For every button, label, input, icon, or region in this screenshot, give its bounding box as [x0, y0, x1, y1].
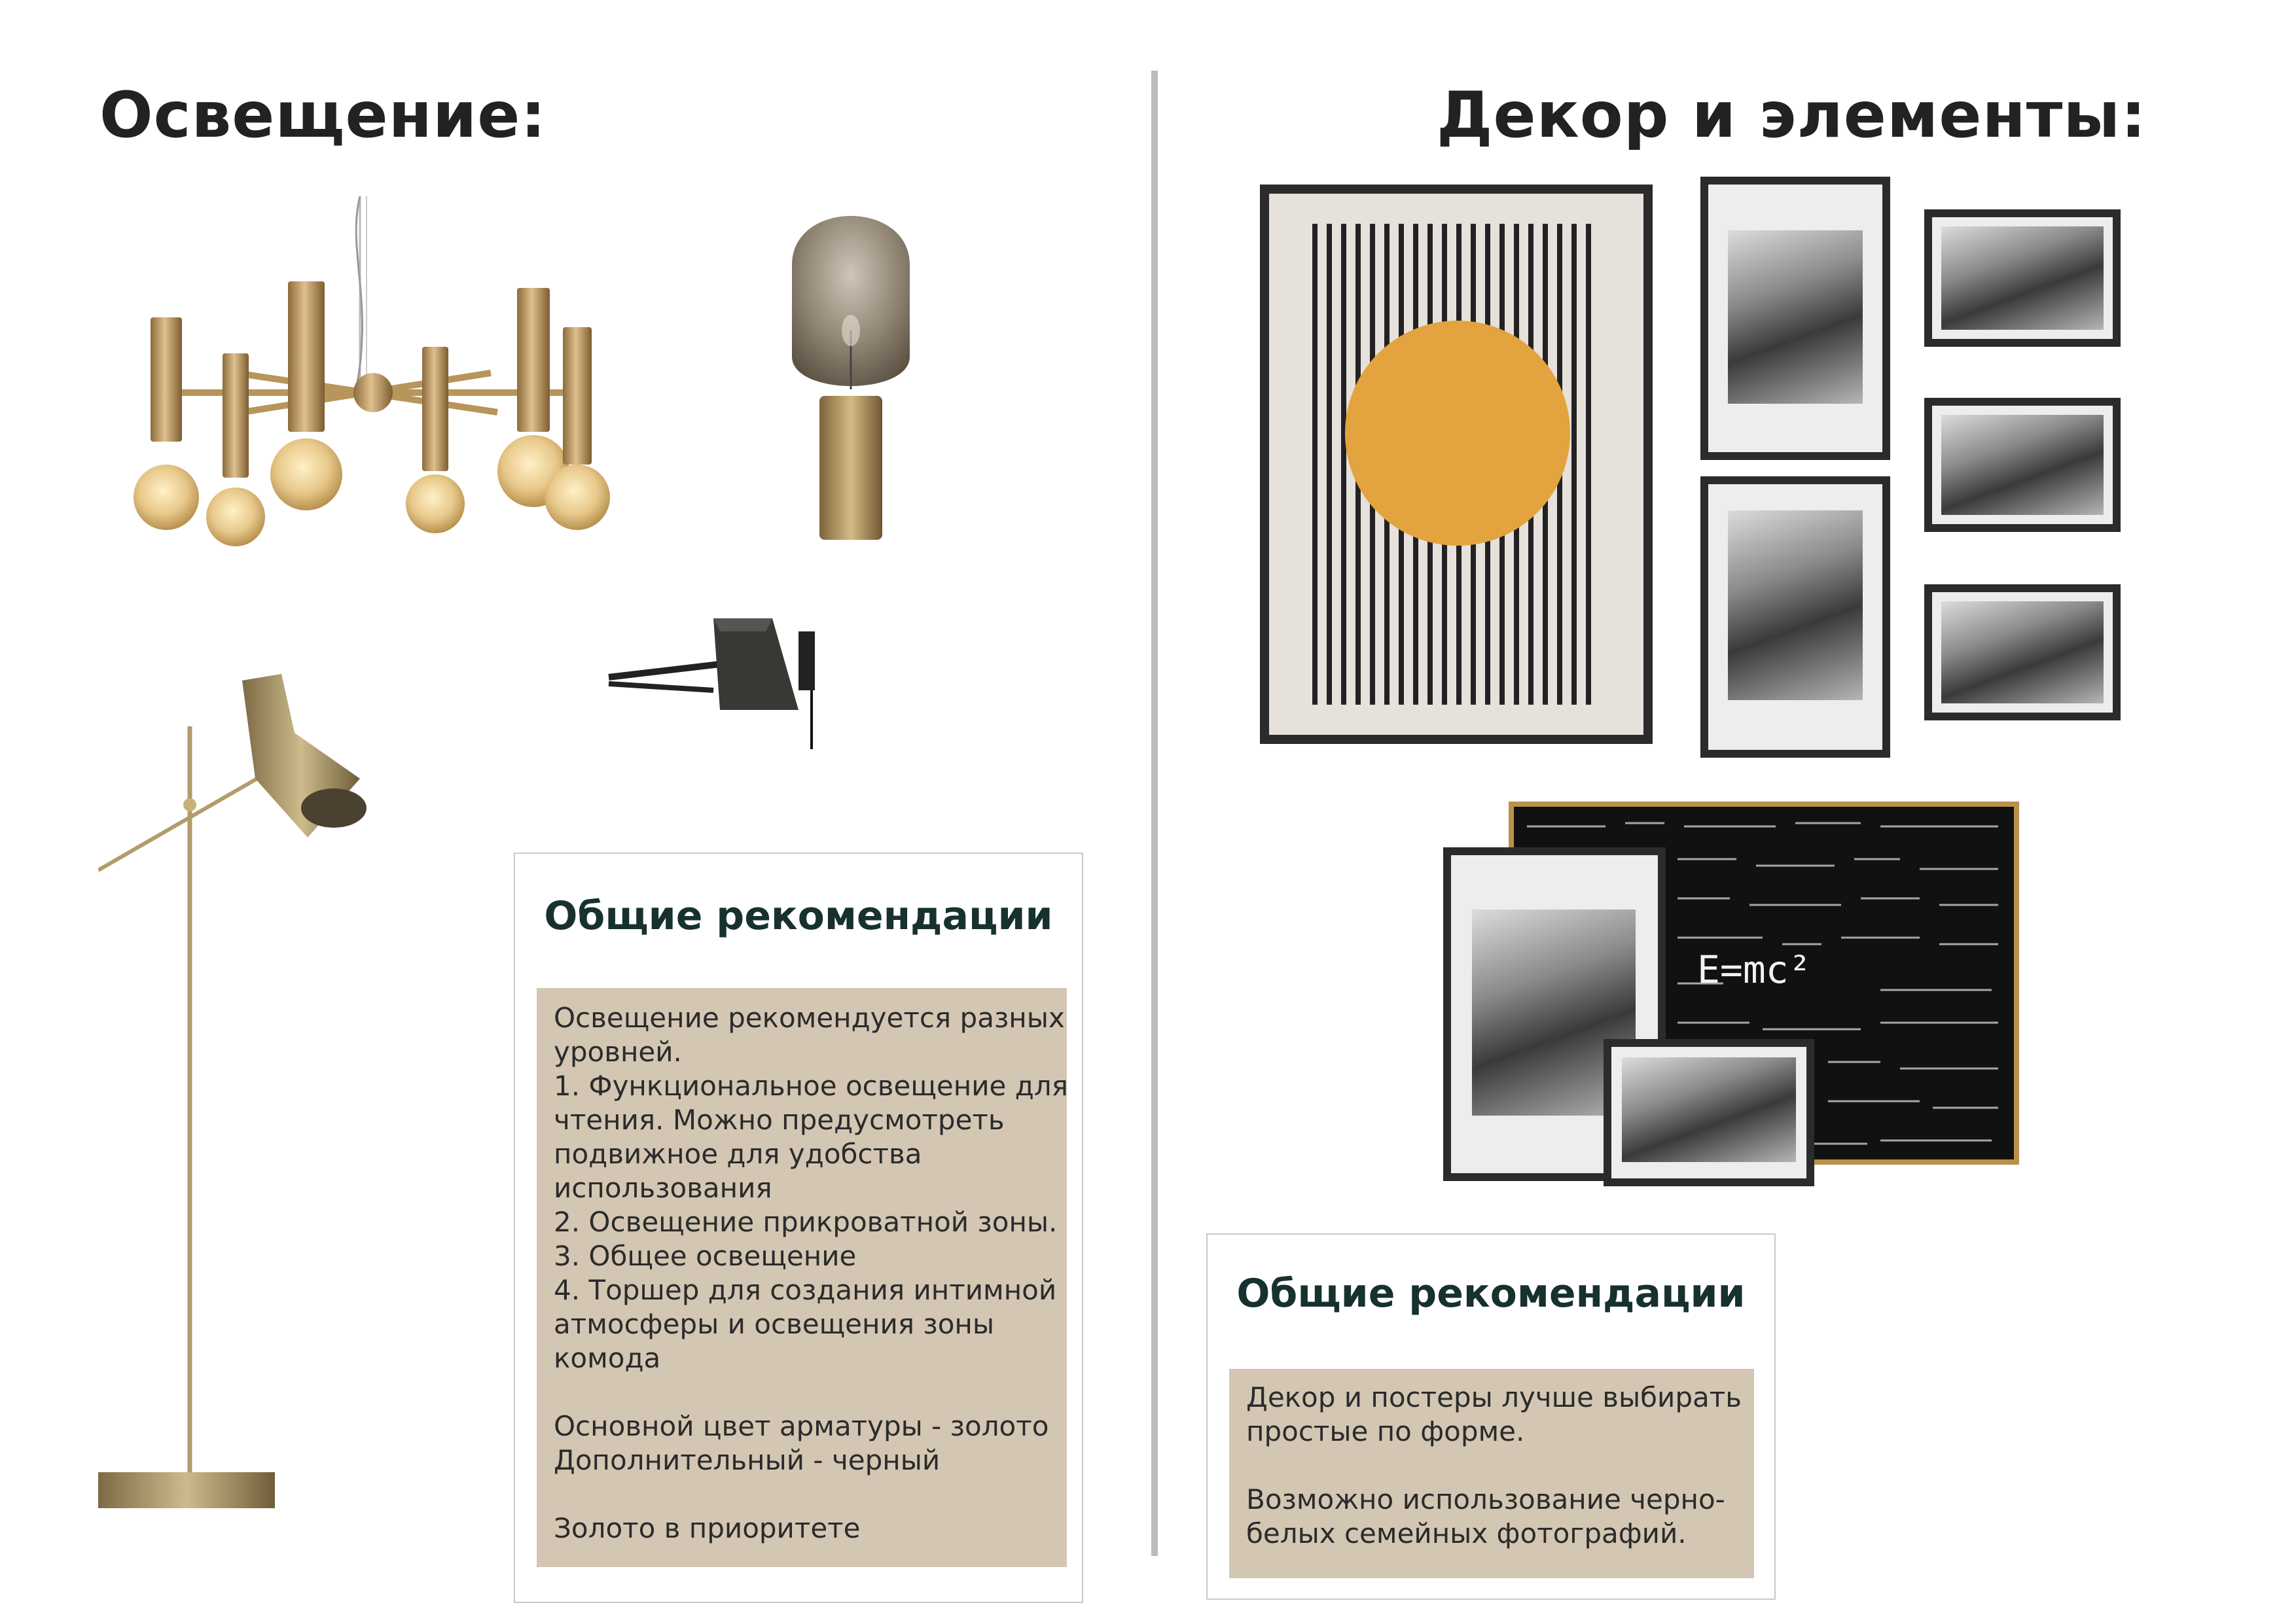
- text-line: 1. Функциональное освещение для: [554, 1070, 1068, 1102]
- text-line: простые по форме.: [1246, 1415, 1525, 1447]
- family-photo: [1941, 226, 2104, 330]
- lighting-card-title: Общие рекомендации: [544, 893, 1053, 939]
- poster-sun: [1345, 321, 1570, 546]
- text-line: Основной цвет арматуры - золото: [554, 1410, 1049, 1442]
- text-line: использования: [554, 1172, 772, 1204]
- abstract-sun-poster: [1260, 185, 1653, 744]
- text-line: комода: [554, 1342, 661, 1374]
- lighting-heading: Освещение:: [99, 79, 547, 152]
- decor-heading: Декор и элементы:: [1437, 79, 2147, 152]
- text-line: подвижное для удобства: [554, 1138, 922, 1170]
- text-line: чтения. Можно предусмотреть: [554, 1104, 1005, 1136]
- family-photo: [1941, 601, 2104, 703]
- text-line: 4. Торшер для создания интимной: [554, 1274, 1057, 1306]
- text-line: белых семейных фотографий.: [1246, 1517, 1687, 1549]
- photo-frame: [1924, 209, 2121, 347]
- photo-frame: [1700, 177, 1890, 460]
- poster-stripes: [1312, 224, 1600, 705]
- text-line: 2. Освещение прикроватной зоны.: [554, 1206, 1058, 1238]
- text-line: Возможно использование черно-: [1246, 1483, 1725, 1515]
- family-photo: [1622, 1057, 1796, 1162]
- photo-frame: [1924, 398, 2121, 532]
- text-line: Освещение рекомендуется разных: [554, 1002, 1065, 1034]
- photo-frame: [1700, 476, 1890, 758]
- family-photo: [1728, 510, 1863, 700]
- text-line: 3. Общее освещение: [554, 1240, 857, 1272]
- column-divider: [1151, 71, 1158, 1556]
- text-line: Дополнительный - черный: [554, 1444, 941, 1476]
- decor-recommendations-panel: [1229, 1369, 1754, 1578]
- lighting-recommendations-card: [514, 853, 1083, 1603]
- text-line: атмосферы и освещения зоны: [554, 1308, 995, 1340]
- lighting-recommendations-panel: [537, 988, 1067, 1567]
- chalkboard-formula: E=mc²: [1697, 947, 1812, 992]
- photo-frame: [1924, 584, 2121, 720]
- text-line: Золото в приоритете: [554, 1512, 861, 1544]
- family-photo: [1728, 230, 1863, 404]
- photo-frame: [1604, 1039, 1814, 1186]
- floor-lamp-icon: [98, 667, 386, 1531]
- chandelier-icon: [124, 196, 628, 556]
- text-line: уровней.: [554, 1036, 682, 1068]
- decor-card-title: Общие рекомендации: [1236, 1271, 1746, 1316]
- table-lamp-icon: [772, 200, 929, 543]
- decor-recommendations-card: [1206, 1233, 1776, 1600]
- text-line: Декор и постеры лучше выбирать: [1246, 1381, 1742, 1413]
- family-photo: [1941, 415, 2104, 515]
- wall-lamp-icon: [602, 592, 838, 756]
